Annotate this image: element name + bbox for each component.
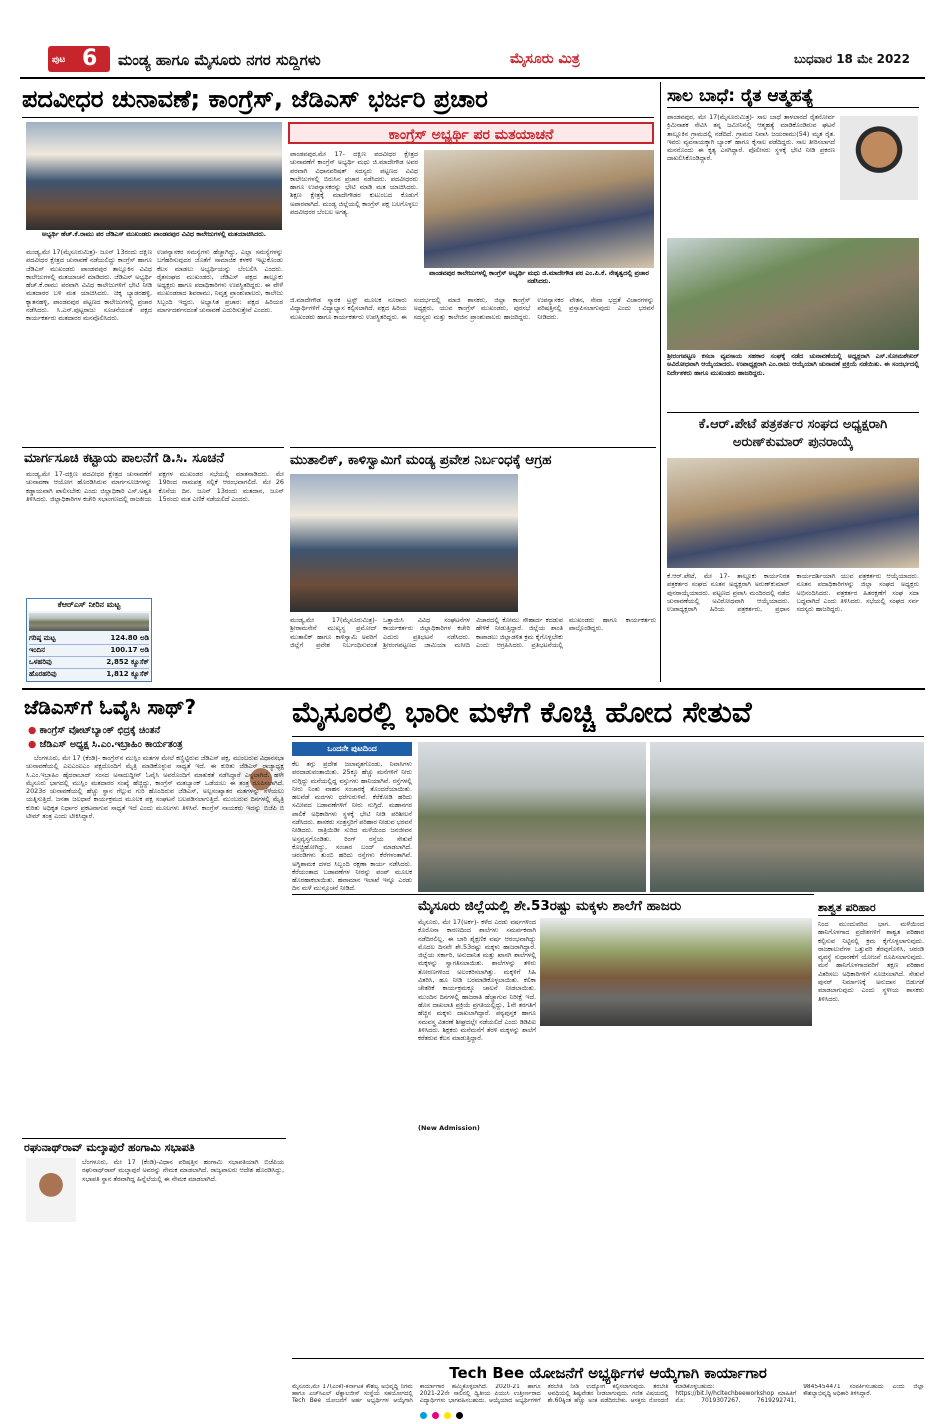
techbee-rule	[292, 1358, 924, 1359]
krs-row	[29, 633, 149, 645]
bullet-icon: ●	[28, 739, 37, 750]
lead-photo-congress-caption: ಪಾಂಡವಪುರ ಕಾಲೇಜುಗಳಲ್ಲಿ ಕಾಂಗ್ರೆಸ್ ಅಭ್ಯರ್ಥಿ ಮಧು ಜಿ.ಮಾದೇಗೌಡ ಪರ ಎಂ.ಪಿ.ಕೆ. ನೇತೃತ್ವದಲ್ಲಿ ಪ್ರಚಾರ ನಡೆಸಿದರು.	[424, 269, 654, 285]
krs-row-label: ಗರಿಷ್ಠ ಮಟ್ಟ	[29, 634, 56, 642]
krs-row-value: 2,852 ಕ್ಯೂಸೆಕ್	[106, 658, 149, 666]
schools-rule	[292, 894, 814, 895]
jds-bullet-1-text: ಕಾಂಗ್ರೆಸ್ ವೋಟ್‌ಬ್ಯಾಂಕ್ ಛಿದ್ರಕ್ಕೆ ಚಿಂತನೆ	[39, 725, 161, 736]
farmer-body: ಪಾಂಡವಪುರ, ಮೇ 17(ಮೈಸೂರುಮಿತ್ರ)- ಸಾಲ ಬಾಧೆ ತಾಳಲಾರದೆ ರೈತನೋರ್ವ ಕ್ರಿಮಿನಾಶಕ ಸೇವಿಸಿ ತನ್ನ ಜಮೀನಿನಲ್ಲಿ ಆತ್ಮಹತ್ಯೆ ಮಾಡಿಕೊಂಡಿರುವ ಘಟನೆ ತಾಲ್ಲೂಕಿನ ಗ್ರಾಮದಲ್ಲಿ ನಡೆದಿದೆ. ಗ್ರಾಮದ ನಿವಾಸಿ ಜಯರಾಮು(54) ಮೃತ ರೈತ. ಇವರು ವ್ಯವಸಾಯಕ್ಕಾಗಿ ಬ್ಯಾಂಕ್ ಹಾಗೂ ಕೈಸಾಲ ಪಡೆದಿದ್ದರು. ಸಾಲ ತೀರಿಸಲಾಗದೆ ಮನನೊಂದು ಈ ಕೃತ್ಯ ಎಸಗಿದ್ದಾರೆ. ಪೊಲೀಸರು ಸ್ಥಳಕ್ಕೆ ಭೇಟಿ ನೀಡಿ ಪ್ರಕರಣ ದಾಖಲಿಸಿಕೊಂಡಿದ್ದಾರೆ.	[667, 113, 835, 163]
cooperative-photo	[667, 238, 919, 350]
krs-row	[29, 645, 149, 657]
krs-box	[26, 598, 152, 682]
section-title: ಮಂಡ್ಯ ಹಾಗೂ ಮೈಸೂರು ನಗರ ಸುದ್ದಿಗಳು	[118, 51, 321, 69]
jds-bullet-2-text: ಜೆಡಿಎಸ್ ಅಧ್ಯಕ್ಷ ಸಿ.ಎಂ.ಇಬ್ರಾಹಿಂ ಕಾರ್ಯತಂತ್ರ	[39, 739, 183, 750]
relief-headline: ಶಾಶ್ವತ ಪರಿಹಾರ	[818, 901, 876, 914]
fallen-tree-photo	[540, 918, 812, 1026]
krs-row-value: 100.17 ಅಡಿ	[110, 646, 149, 654]
registration-marks	[20, 1412, 925, 1420]
farmer-portrait	[840, 116, 918, 200]
farmer-headline-box	[667, 84, 919, 108]
route-rule	[22, 447, 284, 448]
lead-photo-congress	[424, 150, 654, 268]
flood-headline: ಮೈಸೂರಲ್ಲಿ ಭಾರೀ ಮಳೆಗೆ ಕೊಚ್ಚಿ ಹೋದ ಸೇತುವೆ	[292, 695, 752, 729]
jds-bullet-2	[28, 738, 286, 751]
schools-body-2	[540, 1030, 674, 1356]
lead-photo-jds-caption: ಅಭ್ಯರ್ಥಿ ಹೆಚ್.ಕೆ.ರಾಮು ಪರ ಜೆಡಿಎಸ್ ಮುಖಂಡರು ಪಾಂಡವಪುರ ವಿವಿಧ ಕಾಲೇಜುಗಳಲ್ಲಿ ಮತಯಾಚಿಸಿದರು.	[26, 230, 282, 246]
lead-photo-jds	[26, 122, 282, 230]
krs-row-value: 124.80 ಅಡಿ	[110, 634, 149, 642]
jds-bullet-1	[28, 724, 286, 737]
flood-rule	[292, 736, 924, 737]
lead-rule	[22, 117, 654, 118]
jds-rule	[22, 688, 925, 690]
krs-row	[29, 669, 149, 680]
krs-row-value: 1,812 ಕ್ಯೂಸೆಕ್	[106, 670, 149, 678]
malkapure-portrait	[26, 1158, 76, 1222]
muthalik-protest-photo	[290, 474, 518, 612]
route-body: ಮಂಡ್ಯ,ಮೇ 17-ದಕ್ಷಿಣ ಪದವೀಧರ ಕ್ಷೇತ್ರದ ಚುನಾವಣೆಗೆ ಚುನಾವಣಾ ಆಯೋಗ ಹೊರಡಿಸಿರುವ ಮಾರ್ಗಸೂಚಿಗಳನ್ನು ಕಡ್ಡಾಯವಾಗಿ ಪಾಲಿಸಬೇಕು ಎಂದು ಜಿಲ್ಲಾಧಿಕಾರಿ ಎಸ್.ಅಶ್ವತಿ ತಿಳಿಸಿದರು. ಜಿಲ್ಲಾಧಿಕಾರಿಗಳ ಕಚೇರಿ ಸಭಾಂಗಣದಲ್ಲಿ ರಾಜಕೀಯ ಪಕ್ಷಗಳ ಮುಖಂಡರ ಸಭೆಯಲ್ಲಿ ಮಾತನಾಡಿದರು. ಮೇ 19ರಿಂದ ನಾಮಪತ್ರ ಸಲ್ಲಿಕೆ ಆರಂಭವಾಗಲಿದೆ. ಮೇ 26 ಕೊನೆಯ ದಿನ. ಜೂನ್ 13ರಂದು ಮತದಾನ, ಜೂನ್ 15ರಂದು ಮತ ಎಣಿಕೆ ನಡೆಯಲಿದೆ ಎಂದರು.	[26, 470, 284, 503]
schools-body: ಮೈಸೂರು, ಮೇ 17(ಅರ್ಕ)- ಕಳೆದ ಎರಡು ವರ್ಷಗಳಿಂದ ಕೊರೊನಾ ಕಾರಣದಿಂದ ಶಾಲೆಗಳು ಸಮರ್ಪಕವಾಗಿ ನಡೆದಿರಲಿಲ್ಲ. ಈ ಬಾರಿ ಶೈಕ್ಷಣಿಕ ವರ್ಷ ಆರಂಭವಾಗಿದ್ದು ಮೊದಲ ದಿನವೇ ಶೇ.53ರಷ್ಟು ಮಕ್ಕಳು ಹಾಜರಾಗಿದ್ದಾರೆ. ಜಿಲ್ಲೆಯ ಸರ್ಕಾರಿ, ಅನುದಾನಿತ ಮತ್ತು ಖಾಸಗಿ ಶಾಲೆಗಳಲ್ಲಿ ಮಕ್ಕಳನ್ನು ಸ್ವಾಗತಿಸಲಾಯಿತು. ಶಾಲೆಗಳನ್ನು ತಳಿರು ತೋರಣಗಳಿಂದ ಅಲಂಕರಿಸಲಾಗಿತ್ತು. ಮಕ್ಕಳಿಗೆ ಸಿಹಿ ವಿತರಿಸಿ, ಹೂ ನೀಡಿ ಬರಮಾಡಿಕೊಳ್ಳಲಾಯಿತು. ಕಲಿಕಾ ಚೇತರಿಕೆ ಕಾರ್ಯಕ್ರಮಕ್ಕೂ ಚಾಲನೆ ನೀಡಲಾಯಿತು. ಮುಂದಿನ ದಿನಗಳಲ್ಲಿ ಹಾಜರಾತಿ ಹೆಚ್ಚಾಗುವ ನಿರೀಕ್ಷೆ ಇದೆ. ಹೊಸ ದಾಖಲಾತಿ ಪ್ರಕ್ರಿಯೆ ಪ್ರಗತಿಯಲ್ಲಿದ್ದು, 1ನೇ ತರಗತಿಗೆ ಹೆಚ್ಚಿನ ಮಕ್ಕಳು ದಾಖಲಾಗಿದ್ದಾರೆ. ಪಠ್ಯಪುಸ್ತಕ ಹಾಗೂ ಸಮವಸ್ತ್ರ ವಿತರಣೆ ಶೀಘ್ರದಲ್ಲೇ ನಡೆಯಲಿದೆ ಎಂದು ಡಿಡಿಪಿಐ ತಿಳಿಸಿದರು. ಶಿಕ್ಷಕರು ಮನೆಮನೆಗೆ ತೆರಳಿ ಮಕ್ಕಳನ್ನು ಶಾಲೆಗೆ ಕರೆತರುವ ಕೆಲಸ ಮಾಡುತ್ತಿದ್ದಾರೆ.	[418, 918, 536, 1043]
lead-body-a: ಮಂಡ್ಯ,ಮೇ 17(ಮೈಸೂರುಮಿತ್ರ)- ಜೂನ್ 13ರಂದು ದಕ್ಷಿಣ ಪದವೀಧರ ಕ್ಷೇತ್ರದ ಚುನಾವಣೆ ನಡೆಯಲಿದ್ದು ಕಾಂಗ್ರೆಸ್ ಹಾಗೂ ಜೆಡಿಎಸ್ ಮುಖಂಡರು ಪಾಂಡವಪುರ ತಾಲ್ಲೂಕಿನ ವಿವಿಧ ಕಾಲೇಜುಗಳಲ್ಲಿ ಮತಯಾಚನೆ ಮಾಡಿದರು. ಜೆಡಿಎಸ್ ಅಭ್ಯರ್ಥಿ ಹೆಚ್.ಕೆ.ರಾಮು ಪರವಾಗಿ ವಿವಿಧ ಕಾಲೇಜುಗಳಿಗೆ ಭೇಟಿ ನೀಡಿ ಮತದಾರರ ಬಳಿ ಮತ ಯಾಚಿಸಿದರು. ಚಿಕ್ಕ ಬ್ಯಾಡರಹಳ್ಳಿ, ಕ್ಯಾತನಹಳ್ಳಿ, ಪಾಂಡವಪುರ ಪಟ್ಟಣದ ಕಾಲೇಜುಗಳಲ್ಲಿ ಪ್ರಚಾರ ನಡೆಸಿದರು. ಸಿ.ಎಸ್.ಪುಟ್ಟರಾಜು ಸೂಚನೆಯಂತೆ ಪಕ್ಷದ ಕಾರ್ಯಕರ್ತರು ಮತದಾರರ ಮನವೊಲಿಸಿದರು.	[26, 248, 152, 323]
cmyk-dot-cyan	[420, 1412, 427, 1419]
krpete-headline: ಕೆ.ಆರ್.ಪೇಟೆ ಪತ್ರಕರ್ತರ ಸಂಘದ ಅಧ್ಯಕ್ಷರಾಗಿ ಅರುಣ್‌ಕುಮಾರ್ ಪುನರಾಯ್ಕೆ	[698, 417, 888, 450]
congress-banner	[288, 122, 654, 144]
krs-row	[29, 657, 149, 669]
krs-row-label: ಹೊರಹರಿವು	[29, 670, 57, 678]
relief-body: ನಿಂದ ಮುಂದುವರಿದ ಭಾಗ. ಮಳೆಯಿಂದ ಹಾನಿಗೊಳಗಾದ ಪ್ರದೇಶಗಳಿಗೆ ಶಾಶ್ವತ ಪರಿಹಾರ ಕಲ್ಪಿಸುವ ನಿಟ್ಟಿನಲ್ಲಿ ಕ್ರಮ ಕೈಗೊಳ್ಳಲಾಗುವುದು. ರಾಜಕಾಲುವೆಗಳ ಒತ್ತುವರಿ ತೆರವುಗೊಳಿಸಿ, ಚರಂಡಿ ವ್ಯವಸ್ಥೆ ಸುಧಾರಣೆಗೆ ಯೋಜನೆ ರೂಪಿಸಲಾಗುವುದು. ಮನೆ ಹಾನಿಗೊಳಗಾದವರಿಗೆ ತಕ್ಷಣ ಪರಿಹಾರ ವಿತರಿಸಲು ಅಧಿಕಾರಿಗಳಿಗೆ ಸೂಚಿಸಲಾಗಿದೆ. ಸೇತುವೆ ಪುನರ್ ನಿರ್ಮಾಣಕ್ಕೆ ಅನುದಾನ ಬಿಡುಗಡೆ ಮಾಡಲಾಗುವುದು ಎಂದು ಸ್ಥಳೀಯ ಶಾಸಕರು ತಿಳಿಸಿದರು.	[818, 920, 924, 1003]
continued-tag-text: ಒಂದನೇ ಪುಟದಿಂದ	[327, 744, 377, 753]
col-rule-right	[660, 82, 661, 682]
lead-body-b: ಉಪನ್ಯಾಸಕರ ಸಮಸ್ಯೆಗಳು ಹೆಚ್ಚಾಗಿದ್ದು, ಎಲ್ಲಾ ಸಮಸ್ಯೆಗಳನ್ನು ಬಗೆಹರಿಸುವುದರ ಜೊತೆಗೆ ಸಾಮಾಜಿಕ ಕಳಕಳಿ ಇಟ್ಟುಕೊಂಡು ಕೆಲಸ ಮಾಡಲು ಅಭ್ಯರ್ಥಿಯನ್ನು ಬೆಂಬಲಿಸಿ ಎಂದರು. ರೈತಸಂಘದ ಮುಖಂಡರು, ಜೆಡಿಎಸ್ ಪಕ್ಷದ ತಾಲ್ಲೂಕು ಅಧ್ಯಕ್ಷರು ಹಾಗೂ ಪದಾಧಿಕಾರಿಗಳು ಉಪಸ್ಥಿತರಿದ್ದರು. ಈ ವೇಳೆ ಮುಖಂಡರಾದ ಶಿವರಾಮು, ನಿವೃತ್ತ ಪ್ರಾಂಶುಪಾಲರು, ಕಾಲೇಜು ಸಿಬ್ಬಂದಿ ಇದ್ದರು. ಅಭ್ಯಾಸಿತ ಪ್ರಚಾರ: ಪಕ್ಷದ ಹಿರಿಯರ ಮಾರ್ಗದರ್ಶನದಂತೆ ಚುನಾವಣೆ ಎದುರಿಸುತ್ತೇವೆ ಎಂದರು.	[157, 248, 283, 315]
route-headline: ಮಾರ್ಗಸೂಚಿ ಕಟ್ಟಾಯ ಪಾಲನೆಗೆ ಡಿ.ಸಿ. ಸೂಚನೆ	[24, 451, 225, 466]
route-body-tail	[157, 598, 284, 682]
lead-body-c: ಪಾಂಡವಪುರ,ಮೇ 17- ದಕ್ಷಿಣ ಪದವೀಧರ ಕ್ಷೇತ್ರದ ಚುನಾವಣೆಗೆ ಕಾಂಗ್ರೆಸ್ ಅಭ್ಯರ್ಥಿ ಮಧು ಜಿ.ಮಾದೇಗೌಡ ಅವರ ಪರವಾಗಿ ವಿಧಾನಪರಿಷತ್ ಸದಸ್ಯರು ಪಟ್ಟಣದ ವಿವಿಧ ಕಾಲೇಜುಗಳಲ್ಲಿ ಬಿರುಸಿನ ಪ್ರಚಾರ ನಡೆಸಿದರು. ಪದವೀಧರರು ಹಾಗೂ ಉಪನ್ಯಾಸಕರನ್ನು ಭೇಟಿ ಮಾಡಿ ಮತ ಯಾಚಿಸಿದರು. ಶಿಕ್ಷಣ ಕ್ಷೇತ್ರಕ್ಕೆ ಮಾದೇಗೌಡರ ಕುಟುಂಬದ ಕೊಡುಗೆ ಅಪಾರವಾಗಿದೆ. ಮಂಡ್ಯ ಜಿಲ್ಲೆಯಲ್ಲಿ ಕಾಂಗ್ರೆಸ್ ಪಕ್ಷ ಬಲಗೊಳ್ಳಲು ಪದವೀಧರರ ಬೆಂಬಲ ಅಗತ್ಯ.	[290, 150, 418, 217]
lead-headline: ಪದವೀಧರ ಚುನಾವಣೆ; ಕಾಂಗ್ರೆಸ್, ಜೆಡಿಎಸ್ ಭರ್ಜರಿ ಪ್ರಚಾರ	[22, 85, 488, 113]
schools-body-3	[680, 1030, 812, 1356]
krpete-photo	[667, 458, 919, 568]
techbee-body: ಮೈಸೂರು,ಮೇ 17(ಎಂಕೆ)-ಕರ್ನಾಟಕ ಕೌಶಲ್ಯ ಅಭಿವೃದ್ಧಿ ನಿಗಮ ಹಾಗೂ ಎಚ್‌ಸಿಎಲ್ ಟೆಕ್ನಾಲಜೀಸ್ ಸಂಸ್ಥೆಯ ಸಹಯೋಗದಲ್ಲಿ Tech Bee ಯೋಜನೆಗೆ ಅರ್ಹ ಅಭ್ಯರ್ಥಿಗಳ ಆಯ್ಕೆಗಾಗಿ ಕಾರ್ಯಾಗಾರ ಹಮ್ಮಿಕೊಳ್ಳಲಾಗಿದೆ. 2020-21 ಹಾಗೂ 2021-22ನೇ ಸಾಲಿನಲ್ಲಿ ದ್ವಿತೀಯ ಪಿಯುಸಿ ಉತ್ತೀರ್ಣರಾದ ವಿದ್ಯಾರ್ಥಿಗಳು ಭಾಗವಹಿಸಬಹುದು. ಆಯ್ಕೆಯಾದ ಅಭ್ಯರ್ಥಿಗಳಿಗೆ ತರಬೇತಿ ನೀಡಿ ಉದ್ಯೋಗ ಕಲ್ಪಿಸಲಾಗುವುದು. ತರಬೇತಿ ಅವಧಿಯಲ್ಲಿ ಶಿಷ್ಯವೇತನ ನೀಡಲಾಗುವುದು. ಗಣಿತ ವಿಷಯದಲ್ಲಿ ಶೇ.60ಕ್ಕಿಂತ ಹೆಚ್ಚು ಅಂಕ ಪಡೆದಿರಬೇಕು. ಆಸಕ್ತರು ನೋಂದಣಿ ಮಾಡಿಕೊಳ್ಳಬಹುದು: https://bit.ly/hcltechbeeworkshop ಮಾಹಿತಿಗೆ ಮೊ: 7019307267, 7619292741, 9845454471 ಸಂಪರ್ಕಿಸಬಹುದು ಎಂದು ಜಿಲ್ಲಾ ಕೌಶಲ್ಯಾಭಿವೃದ್ಧಿ ಅಧಿಕಾರಿ ತಿಳಿಸಿದ್ದಾರೆ.	[292, 1384, 924, 1404]
continued-tag	[292, 742, 412, 756]
honour-headline: ರಘುನಾಥ್‌ರಾವ್ ಮಲ್ಕಾಪುರೆ ಹಂಗಾಮಿ ಸಭಾಪತಿ	[24, 1141, 195, 1154]
krs-dam-photo	[29, 613, 149, 631]
krs-row-label: ಒಳಹರಿವು	[29, 658, 52, 666]
muthalik-headline: ಮುತಾಲಿಕ್, ಕಾಳಿಸ್ವಾಮಿಗೆ ಮಂಡ್ಯ ಪ್ರವೇಶ ನಿರ್ಬಂಧಕ್ಕೆ ಆಗ್ರಹ	[290, 452, 552, 468]
muthalik-rule	[290, 447, 656, 448]
page-number: 6	[82, 46, 98, 71]
muthalik-body: ಮಂಡ್ಯ,ಮೇ 17(ಮೈಸೂರುಮಿತ್ರ)- ಶ್ರೀರಾಮಸೇನೆ ಮುಖ್ಯಸ್ಥ ಪ್ರಮೋದ್ ಮುತಾಲಿಕ್ ಹಾಗೂ ಕಾಳಿಸ್ವಾಮಿ ಅವರಿಗೆ ಜಿಲ್ಲೆಗೆ ಪ್ರವೇಶ ನಿರ್ಬಂಧಿಸುವಂತೆ ಒತ್ತಾಯಿಸಿ ವಿವಿಧ ಸಂಘಟನೆಗಳ ಕಾರ್ಯಕರ್ತರು ಜಿಲ್ಲಾಧಿಕಾರಿಗಳ ಕಚೇರಿ ಎದುರು ಪ್ರತಿಭಟನೆ ನಡೆಸಿದರು. ಶ್ರೀರಂಗಪಟ್ಟಣದ ಜಾಮಿಯಾ ಮಸೀದಿ ವಿಚಾರದಲ್ಲಿ ಕೋಮು ಸೌಹಾರ್ದ ಕದಡುವ ಹೇಳಿಕೆ ನೀಡುತ್ತಿದ್ದಾರೆ. ಜಿಲ್ಲೆಯ ಶಾಂತಿ ಕಾಪಾಡಲು ಜಿಲ್ಲಾಡಳಿತ ಕ್ರಮ ಕೈಗೊಳ್ಳಬೇಕು ಎಂದು ಆಗ್ರಹಿಸಿದರು. ಪ್ರತಿಭಟನೆಯಲ್ಲಿ ಮುಖಂಡರು ಹಾಗೂ ಕಾರ್ಯಕರ್ತರು ಪಾಲ್ಗೊಂಡಿದ್ದರು.	[290, 616, 656, 649]
cmyk-dot-magenta	[432, 1412, 439, 1419]
flood-body: ಕೆಲ ತಗ್ಗು ಪ್ರದೇಶ ಜಲಾವೃತಗೊಂಡು, ನಿವಾಸಿಗಳು ಪರದಾಡುವಂತಾಯಿತು. 25ಕ್ಕೂ ಹೆಚ್ಚು ಮನೆಗಳಿಗೆ ನೀರು ನುಗ್ಗಿದ್ದು ಮನೆಯಲ್ಲಿದ್ದ ವಸ್ತುಗಳು ಹಾನಿಯಾಗಿವೆ. ರಸ್ತೆಗಳಲ್ಲಿ ನೀರು ನಿಂತು ವಾಹನ ಸಂಚಾರಕ್ಕೆ ತೊಂದರೆಯಾಯಿತು. ಹಲವೆಡೆ ಮರಗಳು ಧರೆಗುರುಳಿವೆ. ಕೆರೆಕೋಡಿ ಹರಿದು ಸಮೀಪದ ಬಡಾವಣೆಗಳಿಗೆ ನೀರು ನುಗ್ಗಿದೆ. ಮಹಾನಗರ ಪಾಲಿಕೆ ಅಧಿಕಾರಿಗಳು ಸ್ಥಳಕ್ಕೆ ಭೇಟಿ ನೀಡಿ ಪರಿಶೀಲನೆ ನಡೆಸಿದರು. ಶಾಸಕರು ಸಂತ್ರಸ್ತರಿಗೆ ಪರಿಹಾರ ನೀಡುವ ಭರವಸೆ ನೀಡಿದರು. ರಾತ್ರಿಯಿಡೀ ಸುರಿದ ಮಳೆಯಿಂದ ಜನಜೀವನ ಅಸ್ತವ್ಯಸ್ತಗೊಂಡಿತು. ರಿಂಗ್ ರಸ್ತೆಯ ಸೇತುವೆ ಕೊಚ್ಚಿಹೋಗಿದ್ದು, ಸಂಚಾರ ಬಂದ್ ಮಾಡಲಾಗಿದೆ. ಚರಂಡಿಗಳು ತುಂಬಿ ಹರಿದು ರಸ್ತೆಗಳು ಕೆರೆಗಳಂತಾಗಿವೆ. ಅಗ್ನಿಶಾಮಕ ದಳದ ಸಿಬ್ಬಂದಿ ರಕ್ಷಣಾ ಕಾರ್ಯ ನಡೆಸಿದರು. ಕೆರೆಯಂತಾದ ಬಡಾವಣೆಗಳ ನೀರನ್ನು ಪಂಪ್ ಮೂಲಕ ಹೊರಹಾಕಲಾಯಿತು. ಹವಾಮಾನ ಇಲಾಖೆ ಇನ್ನೂ ಎರಡು ದಿನ ಮಳೆ ಮುನ್ಸೂಚನೆ ನೀಡಿದೆ.	[292, 760, 412, 892]
honour-rule	[22, 1138, 286, 1139]
krpete-rule	[667, 412, 919, 413]
farmer-headline: ಸಾಲ ಬಾಧೆ: ರೈತ ಆತ್ಮಹತ್ಯೆ	[667, 86, 814, 106]
krs-table	[29, 633, 149, 680]
lead-body-d: ಜಿ.ಮಾದೇಗೌಡ ಸ್ಮಾರಕ ಟ್ರಸ್ಟ್ ಮೂಲಕ ನೂರಾರು ವಿದ್ಯಾರ್ಥಿಗಳಿಗೆ ವಿದ್ಯಾಭ್ಯಾಸ ಕಲ್ಪಿಸಲಾಗಿದೆ. ಪಕ್ಷದ ಹಿರಿಯ ಮುಖಂಡರು ಹಾಗೂ ಕಾರ್ಯಕರ್ತರು ಉಪಸ್ಥಿತರಿದ್ದರು. ಈ ಸಂದರ್ಭದಲ್ಲಿ ಮಾಜಿ ಶಾಸಕರು, ಜಿಲ್ಲಾ ಕಾಂಗ್ರೆಸ್ ಅಧ್ಯಕ್ಷರು, ಯುವ ಕಾಂಗ್ರೆಸ್ ಮುಖಂಡರು, ಪುರಸಭೆ ಸದಸ್ಯರು ಮತ್ತು ಕಾಲೇಜಿನ ಪ್ರಾಂಶುಪಾಲರು ಹಾಜರಿದ್ದರು. ಉಪನ್ಯಾಸಕರ ವೇತನ, ಸೇವಾ ಭದ್ರತೆ ವಿಚಾರಗಳನ್ನು ಪರಿಷತ್ತಿನಲ್ಲಿ ಪ್ರಸ್ತಾಪಿಸಲಾಗುವುದು ಎಂದು ಭರವಸೆ ನೀಡಿದರು.	[290, 296, 654, 321]
flood-photo-2	[650, 742, 924, 892]
schools-headline: ಮೈಸೂರು ಜಿಲ್ಲೆಯಲ್ಲಿ ಶೇ.53ರಷ್ಟು ಮಕ್ಕಳು ಶಾಲೆಗೆ ಹಾಜರು	[418, 898, 682, 914]
jds-headline: ಜೆಡಿಎಸ್‌ಗೆ ಓವೈಸಿ ಸಾಥ್?	[24, 695, 197, 719]
flood-photo-1	[418, 742, 646, 892]
krs-title: ಕೆಆರ್‌ಎಸ್ ನೀರಿನ ಮಟ್ಟ	[27, 599, 151, 611]
masthead	[48, 46, 910, 74]
page-number-badge	[48, 46, 110, 72]
cooperative-caption: ಶ್ರೀರಂಗಪಟ್ಟಣ ಕಸಬಾ ವ್ಯವಸಾಯ ಸಹಕಾರ ಸಂಘಕ್ಕೆ ನಡೆದ ಚುನಾವಣೆಯಲ್ಲಿ ಅಧ್ಯಕ್ಷರಾಗಿ ಎಸ್.ಸೋಮಶೇಖರ್ ಅವಿರೋಧವಾಗಿ ಆಯ್ಕೆಯಾದರು. ಉಪಾಧ್ಯಕ್ಷರಾಗಿ ಎಂ.ರಾಜು ಆಯ್ಕೆಯಾಗಿ ಚುನಾವಣೆ ಪ್ರಕ್ರಿಯೆ ನಡೆಯಿತು. ಈ ಸಂದರ್ಭದಲ್ಲಿ ನಿರ್ದೇಶಕರು ಹಾಗೂ ಮುಖಂಡರು ಹಾಜರಿದ್ದರು.	[667, 352, 919, 377]
congress-banner-text: ಕಾಂಗ್ರೆಸ್ ಅಭ್ಯರ್ಥಿ ಪರ ಮತಯಾಚನೆ	[388, 127, 554, 143]
krpete-body: ಕೆ.ಆರ್.ಪೇಟೆ, ಮೇ 17- ತಾಲ್ಲೂಕು ಕಾರ್ಯನಿರತ ಪತ್ರಕರ್ತರ ಸಂಘದ ನೂತನ ಅಧ್ಯಕ್ಷರಾಗಿ ಅರುಣ್‌ಕುಮಾರ್ ಪುನರಾಯ್ಕೆಯಾದರು. ಪಟ್ಟಣದ ಪ್ರವಾಸಿ ಮಂದಿರದಲ್ಲಿ ನಡೆದ ಚುನಾವಣೆಯಲ್ಲಿ ಅವಿರೋಧವಾಗಿ ಆಯ್ಕೆಯಾದರು. ಉಪಾಧ್ಯಕ್ಷರಾಗಿ ಹಿರಿಯ ಪತ್ರಕರ್ತರು, ಪ್ರಧಾನ ಕಾರ್ಯದರ್ಶಿಯಾಗಿ ಯುವ ಪತ್ರಕರ್ತರು ಆಯ್ಕೆಯಾದರು. ನೂತನ ಪದಾಧಿಕಾರಿಗಳನ್ನು ಜಿಲ್ಲಾ ಸಂಘದ ಅಧ್ಯಕ್ಷರು ಅಭಿನಂದಿಸಿದರು. ಪತ್ರಕರ್ತರ ಹಿತರಕ್ಷಣೆಗೆ ಸಂಘ ಸದಾ ಬದ್ಧವಾಗಿದೆ ಎಂದು ತಿಳಿಸಿದರು. ಸಭೆಯಲ್ಲಿ ಸಂಘದ ಸರ್ವ ಸದಸ್ಯರು ಹಾಜರಿದ್ದರು.	[667, 572, 919, 614]
krs-row-label: ಇಂದಿನ	[29, 646, 46, 654]
new-admission-label: (New Admission)	[418, 1124, 480, 1132]
cmyk-dot-yellow	[444, 1412, 451, 1419]
techbee-headline: Tech Bee ಯೋಜನೆಗೆ ಅಭ್ಯರ್ಥಿಗಳ ಆಯ್ಕೆಗಾಗಿ ಕಾರ್ಯಾಗಾರ	[292, 1362, 924, 1384]
issue-date: ಬುಧವಾರ 18 ಮೇ 2022	[794, 52, 910, 66]
bullet-icon: ●	[28, 725, 37, 736]
flood-body-continued	[292, 896, 412, 1356]
relief-headline-box	[818, 896, 924, 916]
page-word: ಪುಟ	[52, 55, 66, 65]
cmyk-dot-black	[456, 1412, 463, 1419]
muthalik-body-side	[524, 474, 654, 612]
paper-name: ಮೈಸೂರು ಮಿತ್ರ	[510, 51, 580, 67]
honour-body: ಬೆಂಗಳೂರು, ಮೇ 17 (ಕೆಂಡಿ)-ವಿಧಾನ ಪರಿಷತ್ತಿನ ಹಂಗಾಮಿ ಸಭಾಪತಿಯಾಗಿ ಬಿಜೆಪಿಯ ರಘುನಾಥ್‌ರಾವ್ ಮಲ್ಕಾಪುರೆ ಅವರನ್ನು ನೇಮಕ ಮಾಡಲಾಗಿದೆ. ರಾಜ್ಯಪಾಲರು ಆದೇಶ ಹೊರಡಿಸಿದ್ದು, ಸಭಾಪತಿ ಸ್ಥಾನ ತೆರವಾಗಿದ್ದ ಹಿನ್ನೆಲೆಯಲ್ಲಿ ಈ ನೇಮಕ ಮಾಡಲಾಗಿದೆ.	[82, 1158, 284, 1183]
masthead-rule	[20, 77, 925, 79]
jds-body: ಬೆಂಗಳೂರು, ಮೇ 17 (ಕೆಂಡಿ)- ಕಾಂಗ್ರೆಸ್‌ನ ಮುಸ್ಲಿಂ ಮತಗಳ ಮೇಲೆ ಕಣ್ಣಿಟ್ಟಿರುವ ಜೆಡಿಎಸ್ ಪಕ್ಷ, ಮುಂಬರುವ ವಿಧಾನಸಭಾ ಚುನಾವಣೆಯಲ್ಲಿ ಎಐಎಂಐಎಂ ಪಕ್ಷದೊಂದಿಗೆ ಮೈತ್ರಿ ಮಾಡಿಕೊಳ್ಳುವ ಸಾಧ್ಯತೆ ಇದೆ. ಈ ಕುರಿತು ಜೆಡಿಎಸ್ ರಾಜ್ಯಾಧ್ಯಕ್ಷ ಸಿ.ಎಂ.ಇಬ್ರಾಹಿಂ ಹೈದರಾಬಾದ್ ಸಂಸದ ಅಸಾದುದ್ದೀನ್ ಓವೈಸಿ ಅವರೊಂದಿಗೆ ಮಾತುಕತೆ ನಡೆಸಿದ್ದಾರೆ ಎನ್ನಲಾಗಿದೆ. ಹಳೇ ಮೈಸೂರು ಭಾಗದಲ್ಲಿ ಮುಸ್ಲಿಂ ಮತದಾರರ ಸಂಖ್ಯೆ ಹೆಚ್ಚಿದ್ದು, ಕಾಂಗ್ರೆಸ್ ಮತಬ್ಯಾಂಕ್ ಒಡೆಯಲು ಈ ತಂತ್ರ ರೂಪಿಸಲಾಗಿದೆ. 2023ರ ಚುನಾವಣೆಯಲ್ಲಿ ಹೆಚ್ಚು ಸ್ಥಾನ ಗೆಲ್ಲುವ ಗುರಿ ಹೊಂದಿರುವ ಜೆಡಿಎಸ್, ಅಲ್ಪಸಂಖ್ಯಾತರ ಮತಗಳನ್ನು ಸೆಳೆಯಲು ಯತ್ನಿಸುತ್ತಿದೆ. ಜನತಾ ಜಲಧಾರೆ ಕಾರ್ಯಕ್ರಮದ ಮೂಲಕ ಪಕ್ಷ ಸಂಘಟನೆ ಬಲಪಡಿಸಲಾಗುತ್ತಿದೆ. ಮುಂಬರುವ ದಿನಗಳಲ್ಲಿ ಮೈತ್ರಿ ಕುರಿತು ಅಧಿಕೃತ ನಿರ್ಧಾರ ಪ್ರಕಟವಾಗುವ ಸಾಧ್ಯತೆ ಇದೆ ಎಂದು ಮೂಲಗಳು ತಿಳಿಸಿವೆ. ಕಾಂಗ್ರೆಸ್ ನಾಯಕರು ಇದನ್ನು ಬಿಜೆಪಿ ಬಿ ಟೀಮ್ ತಂತ್ರ ಎಂದು ಟೀಕಿಸಿದ್ದಾರೆ.	[26, 754, 284, 821]
